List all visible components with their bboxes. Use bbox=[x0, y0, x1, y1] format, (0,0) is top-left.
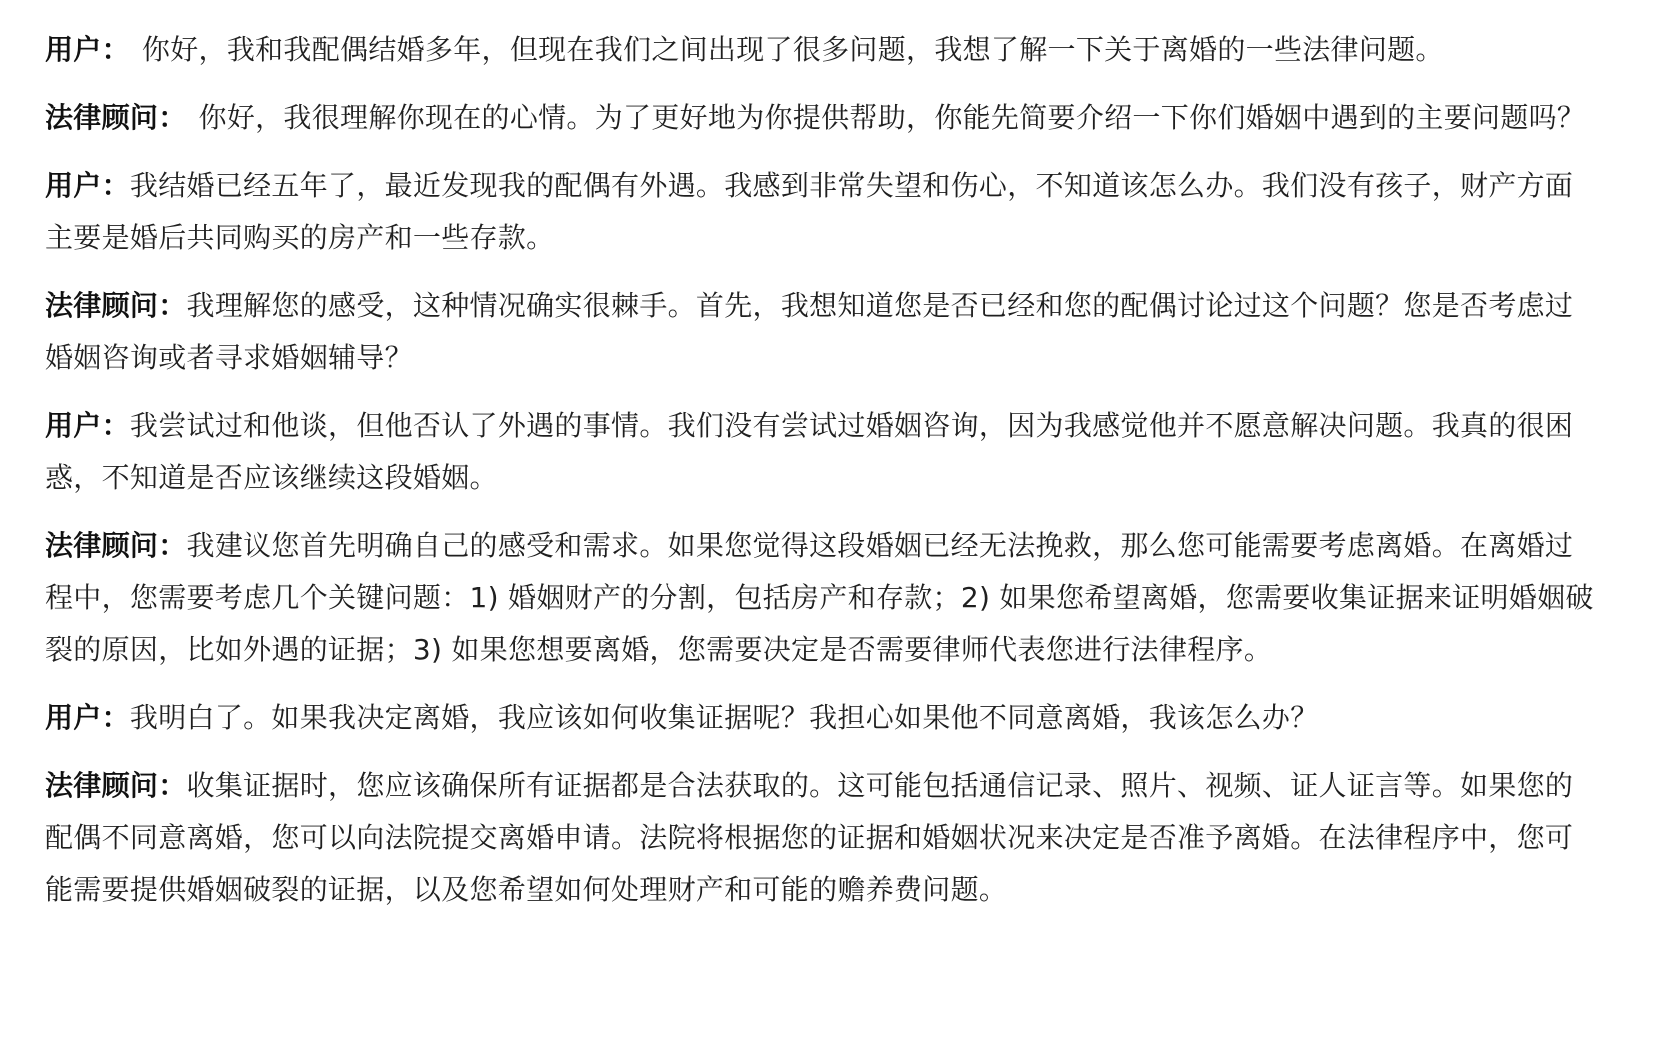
turn-text: 你好，我很理解你现在的心情。为了更好地为你提供帮助，你能先简要介绍一下你们婚姻中遇到的主要问题吗？ bbox=[198, 101, 1586, 134]
speaker-label: 法律顾问 bbox=[45, 289, 159, 322]
turn-user-1: 用户： 你好，我和我配偶结婚多年，但现在我们之间出现了很多问题，我想了解一下关于离婚的一些法律问题。 bbox=[45, 33, 1444, 66]
speaker-label: 法律顾问 bbox=[45, 101, 159, 134]
turn-text: 我建议您首先明确自己的感受和需求。如果您觉得这段婚姻已经无法挽救，那么您可能需要考虑离婚。在离婚过程中，您需要考虑几个关键问题：1) 婚姻财产的分割，包括房产和存款；2) 如果您希望离婚，您需要收集证据来证明婚姻破裂的原因，比如外遇的证据；3) 如果您想要离婚，您需要决定是否需要律师代表您进行法律程序。 bbox=[45, 529, 1594, 666]
turn-text: 我结婚已经五年了，最近发现我的配偶有外遇。我感到非常失望和伤心，不知道该怎么办。我们没有孩子，财产方面主要是婚后共同购买的房产和一些存款。 bbox=[45, 169, 1574, 254]
turn-text: 我尝试过和他谈，但他否认了外遇的事情。我们没有尝试过婚姻咨询，因为我感觉他并不愿意解决问题。我真的很困惑，不知道是否应该继续这段婚姻。 bbox=[45, 409, 1574, 494]
turn-text: 收集证据时，您应该确保所有证据都是合法获取的。这可能包括通信记录、照片、视频、证人证言等。如果您的配偶不同意离婚，您可以向法院提交离婚申请。法院将根据您的证据和婚姻状况来决定是否准予离婚。在法律程序中，您可能需要提供婚姻破裂的证据，以及您希望如何处理财产和可能的赡养费问题。 bbox=[45, 769, 1574, 906]
turn-advisor-2: 法律顾问：我理解您的感受，这种情况确实很棘手。首先，我想知道您是否已经和您的配偶讨论过这个问题？您是否考虑过婚姻咨询或者寻求婚姻辅导？ bbox=[45, 289, 1574, 374]
turn-user-3: 用户：我尝试过和他谈，但他否认了外遇的事情。我们没有尝试过婚姻咨询，因为我感觉他并不愿意解决问题。我真的很困惑，不知道是否应该继续这段婚姻。 bbox=[45, 409, 1574, 494]
turn-text: 我明白了。如果我决定离婚，我应该如何收集证据呢？我担心如果他不同意离婚，我该怎么办？ bbox=[129, 701, 1319, 734]
turn-user-4: 用户：我明白了。如果我决定离婚，我应该如何收集证据呢？我担心如果他不同意离婚，我该怎么办？ bbox=[45, 701, 1319, 734]
turn-advisor-3: 法律顾问：我建议您首先明确自己的感受和需求。如果您觉得这段婚姻已经无法挽救，那么您可能需要考虑离婚。在离婚过程中，您需要考虑几个关键问题：1) 婚姻财产的分割，包括房产和存款；2) 如果您希望离婚，您需要收集证据来证明婚姻破裂的原因，比如外遇的证据；3) 如果您想要离婚，您需要决定是否需要律师代表您进行法律程序。 bbox=[45, 529, 1594, 666]
speaker-label: 法律顾问 bbox=[45, 769, 159, 802]
speaker-label: 用户 bbox=[45, 701, 102, 734]
speaker-label: 用户 bbox=[45, 169, 102, 202]
turn-advisor-1: 法律顾问： 你好，我很理解你现在的心情。为了更好地为你提供帮助，你能先简要介绍一下你们婚姻中遇到的主要问题吗？ bbox=[45, 101, 1586, 134]
turn-advisor-4: 法律顾问：收集证据时，您应该确保所有证据都是合法获取的。这可能包括通信记录、照片、视频、证人证言等。如果您的配偶不同意离婚，您可以向法院提交离婚申请。法院将根据您的证据和婚姻状况来决定是否准予离婚。在法律程序中，您可能需要提供婚姻破裂的证据，以及您希望如何处理财产和可能的赡养费问题。 bbox=[45, 769, 1574, 906]
turn-user-2: 用户：我结婚已经五年了，最近发现我的配偶有外遇。我感到非常失望和伤心，不知道该怎么办。我们没有孩子，财产方面主要是婚后共同购买的房产和一些存款。 bbox=[45, 169, 1574, 254]
speaker-label: 法律顾问 bbox=[45, 529, 159, 562]
turn-text: 我理解您的感受，这种情况确实很棘手。首先，我想知道您是否已经和您的配偶讨论过这个问题？您是否考虑过婚姻咨询或者寻求婚姻辅导？ bbox=[45, 289, 1574, 374]
turn-text: 你好，我和我配偶结婚多年，但现在我们之间出现了很多问题，我想了解一下关于离婚的一些法律问题。 bbox=[141, 33, 1444, 66]
speaker-label: 用户 bbox=[45, 33, 102, 66]
speaker-label: 用户 bbox=[45, 409, 102, 442]
